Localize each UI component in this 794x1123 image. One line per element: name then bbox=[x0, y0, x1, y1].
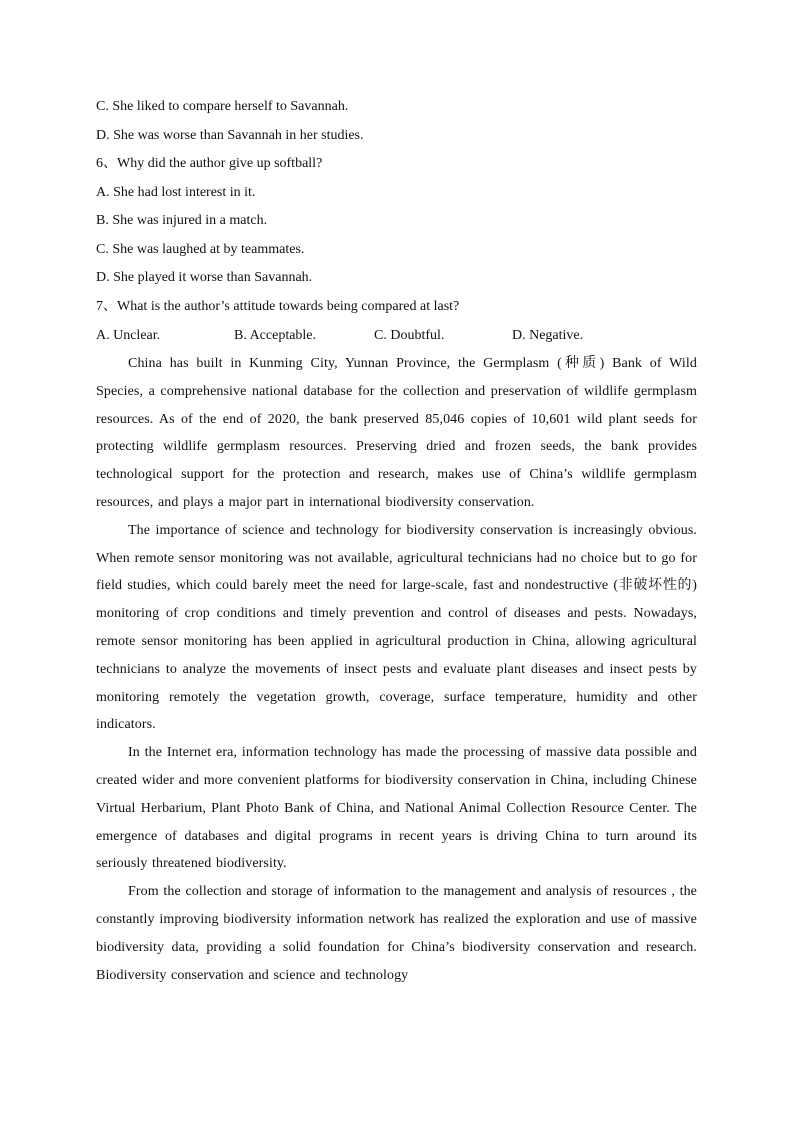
question-7-option-c: C. Doubtful. bbox=[374, 328, 445, 343]
question-6-option-c: C. She was laughed at by teammates. bbox=[96, 241, 305, 257]
question-6-option-b: B. She was injured in a match. bbox=[96, 213, 268, 228]
passage-paragraph-2: The importance of science and technology for biodiversity conservation is increasingly obvious. When remote sensor monitoring was not available, agricultural technicians had no choice but to go for field studies, which could barely meet the need for large-scale, fast and nondestructive (非破坏性的) monitoring of crop conditions and timely prevention and control of diseases and pests. Nowadays, remote sensor monitoring has been applied in agricultural production in China, allowing agricultural technicians to analyze the movements of insect pests and evaluate plant diseases and insect pests by monitoring remotely the vegetation growth, coverage, surface temperature, humidity and other indicators. bbox=[96, 522, 697, 733]
question-7-option-d: D. Negative. bbox=[512, 328, 584, 343]
question-6-option-a: A. She had lost interest in it. bbox=[96, 184, 256, 200]
page-content bbox=[96, 93, 697, 989]
question-7-options bbox=[96, 321, 697, 351]
passage-paragraph-1: China has built in Kunming City, Yunnan Province, the Germplasm (种质) Bank of Wild Species, a comprehensive national database for the collection and preservation of wildlife germplasm resources. As of the end of 2020, the bank preserved 85,046 copies of 10,601 wild plant seeds for protecting wildlife germplasm resources. Preserving dried and frozen seeds, the bank provides technological support for the protection and research, makes use of China’s wildlife germplasm resources, and plays a major part in international biodiversity conservation. bbox=[96, 356, 697, 510]
question-7-option-a: A. Unclear. bbox=[96, 328, 161, 343]
question-5-option-c: C. She liked to compare herself to Savannah. bbox=[96, 99, 349, 114]
question-7-option-b: B. Acceptable. bbox=[234, 328, 317, 343]
passage-paragraph-3: In the Internet era, information technology has made the processing of massive data possible and created wider and more convenient platforms for biodiversity conservation in China, including Chinese Virtual Herbarium, Plant Photo Bank of China, and National Animal Collection Resource Center. The emergence of databases and digital programs in recent years is driving China to turn around its seriously threatened biodiversity. bbox=[96, 745, 697, 872]
passage-paragraph-4: From the collection and storage of information to the management and analysis of resources , the constantly improving biodiversity information network has realized the exploration and use of massive biodiversity data, providing a solid foundation for China’s biodiversity conservation and research. Biodiversity conservation and science and technology bbox=[96, 884, 697, 983]
question-5-option-d: D. She was worse than Savannah in her studies. bbox=[96, 127, 364, 143]
question-6-option-d: D. She played it worse than Savannah. bbox=[96, 270, 313, 285]
question-6-stem: 6、Why did the author give up softball? bbox=[96, 156, 323, 171]
question-7-stem: 7、What is the author’s attitude towards being compared at last? bbox=[96, 298, 460, 314]
